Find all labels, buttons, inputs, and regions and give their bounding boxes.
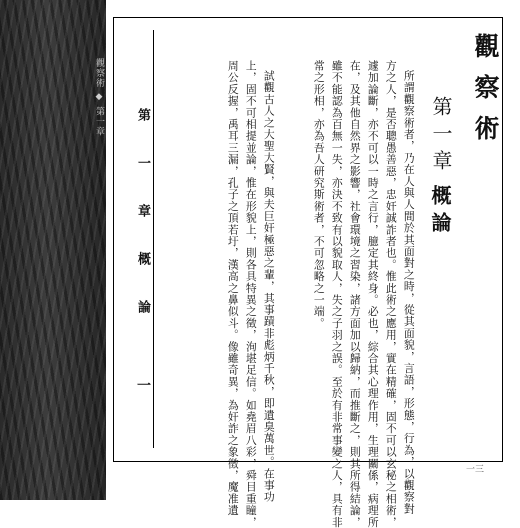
chapter-label: 第一章 (429, 96, 453, 177)
header-divider (153, 30, 154, 448)
body-column-2: 方之人，是否聰愚善惡，忠奸誠詐者也。惟此術之應用，實在精確，固不可以玄秘之相術， (384, 60, 398, 528)
book-spine (0, 0, 106, 500)
body-column-8: 上，固不可相提並論，惟在形貌上，則各具特異之徵，洵堪足信。如堯眉八彩，舜目重瞳， (244, 60, 258, 528)
body-column-1: 所謂觀察術者，乃在人與人間於其面對之時，從其面貌，言語，形態，行為，以觀察對 (402, 70, 416, 515)
body-column-7: 試觀古人之大聖大賢，與夫巨奸極惡之輩，其事蹟非彪炳千秋，即遺臭萬世。在事功 (262, 70, 276, 503)
running-header: 第 一 章 概 論 (135, 108, 150, 323)
chapter-title: 概論 (428, 185, 452, 239)
body-column-3: 遽加論斷，亦不可以一時之言行，臆定其終身。必也，綜合其心理作用，生理關係，病理所 (366, 60, 380, 528)
book-title: 觀察術 (471, 33, 500, 156)
body-column-9: 周公反握，禹耳三漏，孔子之頂若圩，漢高之鼻似斗。像雖奇異，為奸詐之象徵，魔准遺 (226, 60, 240, 517)
running-page-number: 一 (135, 378, 151, 392)
spine-text: 觀察術 ◆ 第一章 (94, 58, 104, 137)
page-number: 一三 (466, 465, 485, 475)
body-column-5: 雖不能認為百無一失，亦決不致有以貌取人，失之子羽之誤。至於有非常事變之人，具有非 (330, 60, 344, 528)
body-column-4: 在，及其他自然界之影響，社會環境之習染，諸方面加以歸納，而推斷之，則其所得結論， (348, 60, 362, 528)
body-column-6: 常之形相，亦為吾人研究斯術者，不可忽略之一端。 (312, 60, 326, 330)
page-border (113, 17, 503, 462)
